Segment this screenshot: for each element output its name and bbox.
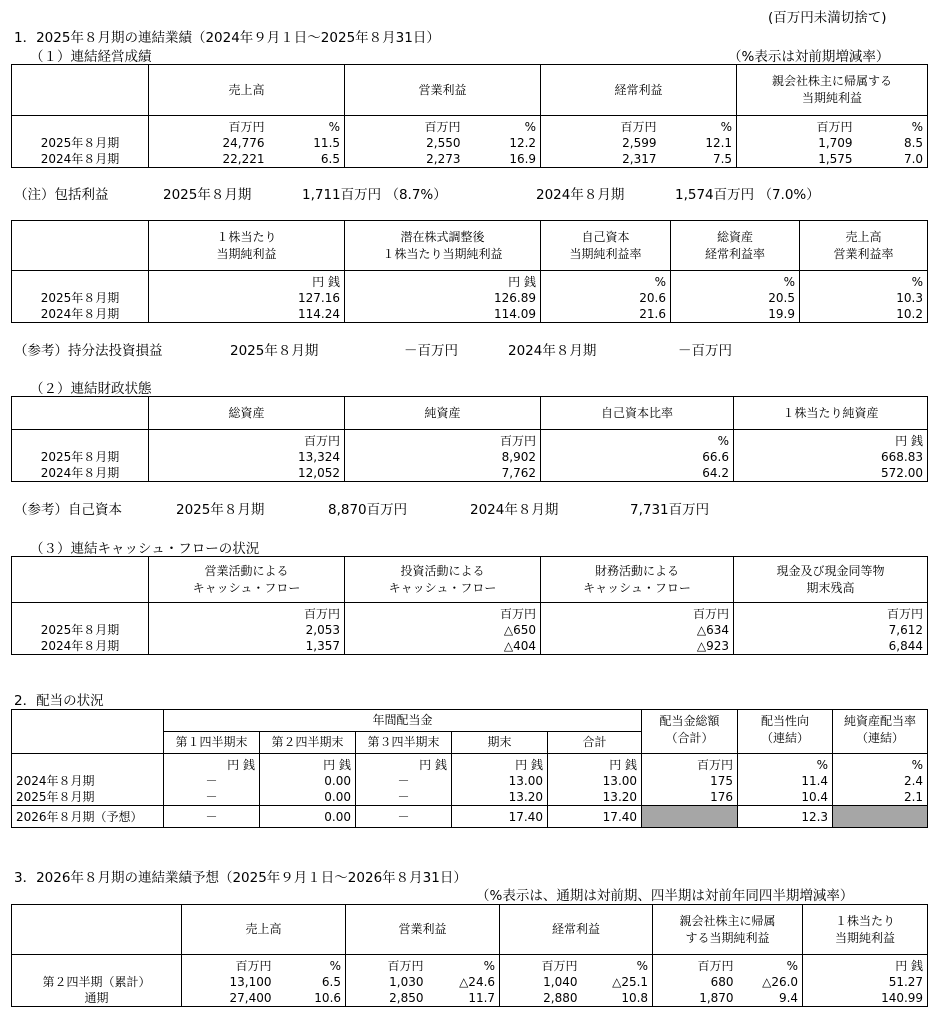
equity-period-1: 2025年８月期 bbox=[176, 502, 265, 518]
cell: 13.00 bbox=[548, 773, 642, 789]
unit: % bbox=[582, 955, 653, 975]
unit: 百万円 bbox=[734, 603, 928, 623]
cell: 2,053 bbox=[149, 622, 345, 638]
cell: 114.09 bbox=[345, 306, 541, 323]
table-row bbox=[12, 306, 928, 323]
header-annual-dividend: 年間配当金 bbox=[164, 710, 642, 732]
cell: 127.16 bbox=[149, 290, 345, 306]
row-label: 2024年８月期 bbox=[12, 638, 149, 655]
header-financing-cf: 財務活動による キャッシュ・フロー bbox=[541, 557, 734, 603]
header-roa: 総資産 経常利益率 bbox=[671, 221, 800, 271]
header-q3: 第３四半期末 bbox=[356, 732, 452, 754]
cell: 16.9 bbox=[465, 151, 541, 168]
cell: 13.20 bbox=[548, 789, 642, 806]
header-diluted-eps: 潜在株式調整後 １株当たり当期純利益 bbox=[345, 221, 541, 271]
cell: 12.2 bbox=[465, 135, 541, 151]
table-row bbox=[12, 990, 928, 1007]
cash-flow-table bbox=[11, 556, 928, 655]
table-row bbox=[12, 135, 928, 151]
row-label: 2025年８月期 bbox=[12, 789, 164, 806]
subsection-3-title: （３）連結キャッシュ・フローの状況 bbox=[30, 541, 260, 557]
cell: 2.1 bbox=[833, 789, 928, 806]
unit: % bbox=[541, 271, 671, 291]
cell: 1,357 bbox=[149, 638, 345, 655]
header-bps: １株当たり純資産 bbox=[734, 397, 928, 430]
header-operating-income: 営業利益 bbox=[346, 905, 500, 955]
unit-blank bbox=[12, 116, 149, 136]
comprehensive-income-period-2: 2024年８月期 bbox=[536, 187, 625, 203]
cell: 11.7 bbox=[428, 990, 500, 1007]
cell: 0.00 bbox=[260, 789, 356, 806]
header-operating-income: 営業利益 bbox=[345, 65, 541, 116]
header-year-end: 期末 bbox=[452, 732, 548, 754]
unit: 百万円 bbox=[737, 116, 857, 136]
equity-value-1: 8,870百万円 bbox=[328, 502, 408, 518]
cell: 10.2 bbox=[800, 306, 928, 323]
unit: % bbox=[738, 955, 803, 975]
table-row bbox=[12, 773, 928, 789]
forecast-table bbox=[11, 904, 928, 1007]
cell: 2,850 bbox=[346, 990, 428, 1007]
table-row bbox=[12, 290, 928, 306]
row-label: 通期 bbox=[12, 990, 182, 1007]
cell: △25.1 bbox=[582, 974, 653, 990]
header-total-assets: 総資産 bbox=[149, 397, 345, 430]
unit: 百万円 bbox=[345, 116, 465, 136]
dividends-table bbox=[11, 709, 928, 828]
unit: 円 銭 bbox=[356, 754, 452, 774]
cell: 19.9 bbox=[671, 306, 800, 323]
row-label: 2024年８月期 bbox=[12, 773, 164, 789]
row-label: 2025年８月期 bbox=[12, 449, 149, 465]
per-share-table bbox=[11, 220, 928, 323]
unit: 百万円 bbox=[149, 116, 269, 136]
cell-shaded bbox=[833, 806, 928, 828]
cell: △650 bbox=[345, 622, 541, 638]
header-investing-cf: 投資活動による キャッシュ・フロー bbox=[345, 557, 541, 603]
header-sales: 売上高 bbox=[182, 905, 346, 955]
cell: 10.8 bbox=[582, 990, 653, 1007]
cell: 12.3 bbox=[738, 806, 833, 828]
cell: 2,550 bbox=[345, 135, 465, 151]
header-blank bbox=[12, 557, 149, 603]
cell: 64.2 bbox=[541, 465, 734, 482]
unit: % bbox=[661, 116, 737, 136]
equity-method-label: （参考）持分法投資損益 bbox=[14, 343, 163, 359]
unit-blank bbox=[12, 430, 149, 450]
financial-position-table bbox=[11, 396, 928, 482]
header-blank bbox=[12, 221, 149, 271]
section-3-title: 3．2026年８月期の連結業績予想（2025年９月１日～2026年８月31日） bbox=[14, 870, 467, 886]
row-label: 2024年８月期 bbox=[12, 306, 149, 323]
unit: 円 銭 bbox=[149, 271, 345, 291]
pct-note-3: （%表示は、通期は対前期、四半期は対前年同四半期増減率） bbox=[476, 888, 854, 904]
cell: 572.00 bbox=[734, 465, 928, 482]
header-total-dividend: 配当金総額 （合計） bbox=[642, 710, 738, 754]
subsection-2-title: （２）連結財政状態 bbox=[30, 381, 152, 397]
unit: 百万円 bbox=[345, 603, 541, 623]
unit: 円 銭 bbox=[803, 955, 928, 975]
cell: － bbox=[356, 806, 452, 828]
cell: 0.00 bbox=[260, 806, 356, 828]
header-ordinary-income: 経常利益 bbox=[500, 905, 653, 955]
cell: 13.00 bbox=[452, 773, 548, 789]
unit: % bbox=[428, 955, 500, 975]
header-roe: 自己資本 当期純利益率 bbox=[541, 221, 671, 271]
equity-method-period-1: 2025年８月期 bbox=[230, 343, 319, 359]
header-payout-ratio: 配当性向 （連結） bbox=[738, 710, 833, 754]
cell: 10.4 bbox=[738, 789, 833, 806]
table-row bbox=[12, 789, 928, 806]
comprehensive-income-label: （注）包括利益 bbox=[14, 187, 109, 203]
cell: 21.6 bbox=[541, 306, 671, 323]
unit: 百万円 bbox=[653, 955, 738, 975]
cell: △923 bbox=[541, 638, 734, 655]
comprehensive-income-value-1: 1,711百万円 （8.7%） bbox=[302, 187, 447, 203]
comprehensive-income-period-1: 2025年８月期 bbox=[163, 187, 252, 203]
table-row bbox=[12, 806, 928, 828]
unit-blank bbox=[12, 603, 149, 623]
header-ordinary-income: 経常利益 bbox=[541, 65, 737, 116]
cell: 11.4 bbox=[738, 773, 833, 789]
cell: 13.20 bbox=[452, 789, 548, 806]
cell: 10.6 bbox=[276, 990, 346, 1007]
cell: 9.4 bbox=[738, 990, 803, 1007]
row-label: 2024年８月期 bbox=[12, 465, 149, 482]
header-operating-margin: 売上高 営業利益率 bbox=[800, 221, 928, 271]
cell: － bbox=[164, 773, 260, 789]
unit: 百万円 bbox=[642, 754, 738, 774]
cell: 1,709 bbox=[737, 135, 857, 151]
cell: 126.89 bbox=[345, 290, 541, 306]
cell: 1,040 bbox=[500, 974, 582, 990]
header-blank bbox=[12, 905, 182, 955]
cell: 7.5 bbox=[661, 151, 737, 168]
cell: 6.5 bbox=[276, 974, 346, 990]
cell: － bbox=[356, 789, 452, 806]
unit: 百万円 bbox=[345, 430, 541, 450]
header-eps: １株当たり 当期純利益 bbox=[149, 221, 345, 271]
cell: 114.24 bbox=[149, 306, 345, 323]
cell: 24,776 bbox=[149, 135, 269, 151]
subsection-1-title: （１）連結経営成績 bbox=[30, 49, 152, 65]
cell: 1,030 bbox=[346, 974, 428, 990]
unit: 百万円 bbox=[149, 603, 345, 623]
cell: 6.5 bbox=[269, 151, 345, 168]
equity-method-value-1: －百万円 bbox=[404, 343, 458, 359]
row-label: 2025年８月期 bbox=[12, 135, 149, 151]
header-cash-ending: 現金及び現金同等物 期末残高 bbox=[734, 557, 928, 603]
header-total: 合計 bbox=[548, 732, 642, 754]
unit-note: (百万円未満切捨て) bbox=[768, 10, 887, 26]
cell: 22,221 bbox=[149, 151, 269, 168]
unit: % bbox=[269, 116, 345, 136]
cell: 66.6 bbox=[541, 449, 734, 465]
table-row bbox=[12, 622, 928, 638]
table-row bbox=[12, 638, 928, 655]
cell: 2.4 bbox=[833, 773, 928, 789]
cell: 0.00 bbox=[260, 773, 356, 789]
header-net-income: 親会社株主に帰属 する当期純利益 bbox=[653, 905, 803, 955]
cell: 8.5 bbox=[857, 135, 928, 151]
cell: － bbox=[164, 806, 260, 828]
cell: △24.6 bbox=[428, 974, 500, 990]
header-equity-ratio: 自己資本比率 bbox=[541, 397, 734, 430]
cell: 1,575 bbox=[737, 151, 857, 168]
cell: △26.0 bbox=[738, 974, 803, 990]
equity-label: （参考）自己資本 bbox=[14, 502, 122, 518]
cell: 140.99 bbox=[803, 990, 928, 1007]
unit: % bbox=[541, 430, 734, 450]
unit: 円 銭 bbox=[260, 754, 356, 774]
unit: 百万円 bbox=[541, 603, 734, 623]
cell: 7.0 bbox=[857, 151, 928, 168]
row-label: 2025年８月期 bbox=[12, 622, 149, 638]
equity-method-period-2: 2024年８月期 bbox=[508, 343, 597, 359]
cell: 680 bbox=[653, 974, 738, 990]
unit: % bbox=[738, 754, 833, 774]
cell: － bbox=[356, 773, 452, 789]
unit: % bbox=[671, 271, 800, 291]
cell: 13,100 bbox=[182, 974, 276, 990]
cell: 51.27 bbox=[803, 974, 928, 990]
section-2-title: 2．配当の状況 bbox=[14, 693, 104, 709]
row-label: 2026年８月期（予想） bbox=[12, 806, 164, 828]
cell: 2,880 bbox=[500, 990, 582, 1007]
header-operating-cf: 営業活動による キャッシュ・フロー bbox=[149, 557, 345, 603]
cell: △634 bbox=[541, 622, 734, 638]
table-row bbox=[12, 151, 928, 168]
unit: % bbox=[276, 955, 346, 975]
unit: 円 銭 bbox=[734, 430, 928, 450]
cell: 17.40 bbox=[548, 806, 642, 828]
header-blank bbox=[12, 65, 149, 116]
cell: 6,844 bbox=[734, 638, 928, 655]
unit: % bbox=[833, 754, 928, 774]
equity-period-2: 2024年８月期 bbox=[470, 502, 559, 518]
table-row bbox=[12, 974, 928, 990]
cell: 13,324 bbox=[149, 449, 345, 465]
unit-blank bbox=[12, 754, 164, 774]
pct-note-1: （%表示は対前期増減率） bbox=[728, 49, 890, 65]
header-blank bbox=[12, 397, 149, 430]
header-doe: 純資産配当率 （連結） bbox=[833, 710, 928, 754]
header-sales: 売上高 bbox=[149, 65, 345, 116]
row-label: 2024年８月期 bbox=[12, 151, 149, 168]
cell: 7,762 bbox=[345, 465, 541, 482]
cell-shaded bbox=[642, 806, 738, 828]
table-row bbox=[12, 465, 928, 482]
cell: 2,317 bbox=[541, 151, 661, 168]
cell: 27,400 bbox=[182, 990, 276, 1007]
unit: 百万円 bbox=[149, 430, 345, 450]
unit: 円 銭 bbox=[452, 754, 548, 774]
unit: 百万円 bbox=[182, 955, 276, 975]
unit-blank bbox=[12, 955, 182, 975]
cell: 8,902 bbox=[345, 449, 541, 465]
cell: － bbox=[164, 789, 260, 806]
cell: 7,612 bbox=[734, 622, 928, 638]
unit: 円 銭 bbox=[345, 271, 541, 291]
cell: 2,599 bbox=[541, 135, 661, 151]
header-net-income: 親会社株主に帰属する 当期純利益 bbox=[737, 65, 928, 116]
header-blank bbox=[12, 710, 164, 754]
unit: 百万円 bbox=[500, 955, 582, 975]
operating-results-table bbox=[11, 64, 928, 168]
cell: 175 bbox=[642, 773, 738, 789]
section-1-title: 1．2025年８月期の連結業績（2024年９月１日～2025年８月31日） bbox=[14, 30, 440, 46]
equity-value-2: 7,731百万円 bbox=[630, 502, 710, 518]
cell: 11.5 bbox=[269, 135, 345, 151]
header-q2: 第２四半期末 bbox=[260, 732, 356, 754]
row-label: 2025年８月期 bbox=[12, 290, 149, 306]
cell: 20.5 bbox=[671, 290, 800, 306]
cell: 10.3 bbox=[800, 290, 928, 306]
cell: △404 bbox=[345, 638, 541, 655]
unit: 円 銭 bbox=[548, 754, 642, 774]
cell: 668.83 bbox=[734, 449, 928, 465]
cell: 12.1 bbox=[661, 135, 737, 151]
cell: 176 bbox=[642, 789, 738, 806]
cell: 17.40 bbox=[452, 806, 548, 828]
cell: 2,273 bbox=[345, 151, 465, 168]
cell: 1,870 bbox=[653, 990, 738, 1007]
unit: % bbox=[857, 116, 928, 136]
cell: 12,052 bbox=[149, 465, 345, 482]
cell: 20.6 bbox=[541, 290, 671, 306]
unit: % bbox=[800, 271, 928, 291]
unit: % bbox=[465, 116, 541, 136]
unit: 百万円 bbox=[346, 955, 428, 975]
header-eps: １株当たり 当期純利益 bbox=[803, 905, 928, 955]
header-net-assets: 純資産 bbox=[345, 397, 541, 430]
comprehensive-income-value-2: 1,574百万円 （7.0%） bbox=[675, 187, 820, 203]
equity-method-value-2: －百万円 bbox=[678, 343, 732, 359]
unit-blank bbox=[12, 271, 149, 291]
table-row bbox=[12, 449, 928, 465]
unit: 円 銭 bbox=[164, 754, 260, 774]
row-label: 第２四半期（累計） bbox=[12, 974, 182, 990]
unit: 百万円 bbox=[541, 116, 661, 136]
header-q1: 第１四半期末 bbox=[164, 732, 260, 754]
